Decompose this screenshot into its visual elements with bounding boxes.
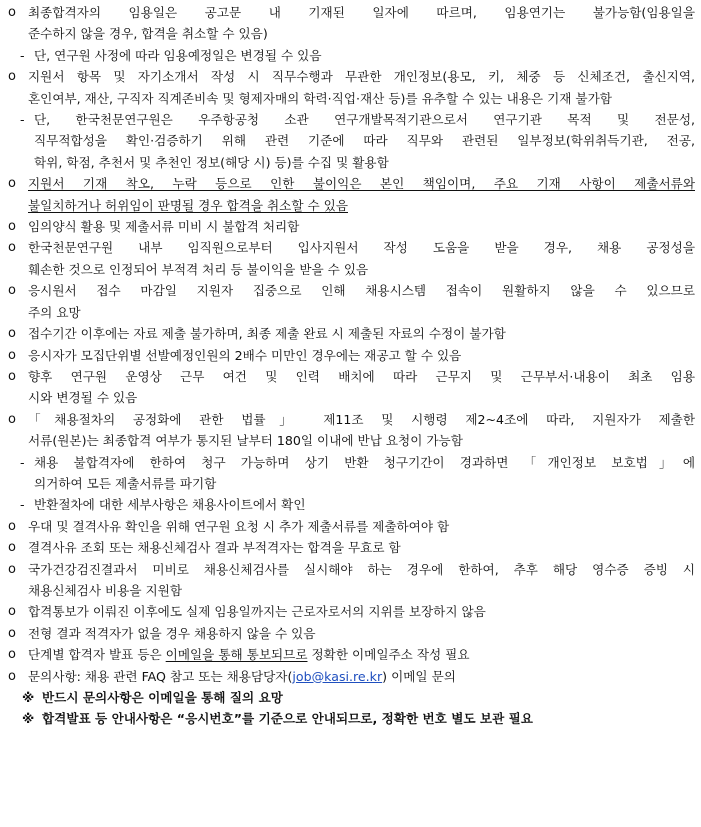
inquiry-text: ) 이메일 문의	[382, 668, 456, 684]
sub-item	[6, 494, 695, 515]
item-line: 단, 한국천문연구원은 우주항공청 소관 연구개발목적기관으로서 연구기관 목적 및 전문성,	[34, 112, 695, 128]
bullet-item	[6, 280, 695, 323]
item-text-underlined: 이메일을 통해 통보되므로	[165, 647, 308, 663]
item-line: 응시원서 접수 마감일 지원자 집중으로 인해 채용시스템 접속이 원활하지 않을 수 있으므로	[28, 283, 695, 299]
item-line: 불일치하거나 허위임이 판명될 경우 합격을 취소할 수 있음	[28, 197, 348, 213]
bullet-item	[6, 216, 695, 237]
bullet-item	[6, 173, 695, 216]
bullet-item	[6, 66, 695, 109]
dash-marker: -	[20, 112, 25, 128]
important-note	[6, 687, 695, 708]
bullet-marker: o	[8, 347, 16, 363]
important-note	[6, 708, 695, 729]
bullet-marker: o	[8, 668, 16, 684]
dash-marker: -	[20, 454, 25, 470]
item-line: 단, 연구원 사정에 따라 임용예정일은 변경될 수 있음	[34, 47, 322, 63]
bullet-item	[6, 323, 695, 344]
item-line: 결격사유 조회 또는 채용신체검사 결과 부적격자는 합격을 무효로 함	[28, 540, 401, 556]
item-line: 주의 요망	[28, 304, 81, 320]
bullet-item	[6, 644, 695, 665]
item-line: 시와 변경될 수 있음	[28, 390, 138, 406]
note-marker: ※	[22, 711, 35, 727]
bullet-item	[6, 559, 695, 602]
bullet-marker: o	[8, 219, 16, 235]
item-line: 채용 불합격자에 한하여 청구 가능하며 상기 반환 청구기간이 경과하면 「개인정보 보호법」에	[34, 454, 695, 470]
item-line: 응시자가 모집단위별 선발예정인원의 2배수 미만인 경우에는 재공고 할 수 있음	[28, 347, 462, 363]
item-line: 지원서 기재 착오, 누락 등으로 인한 불이익은 본인 책임이며, 주요 기재 사항이 제출서류와	[28, 176, 695, 192]
item-line: 혼인여부, 재산, 구직자 직계존비속 및 형제자매의 학력·직업·재산 등)를 유추할 수 있는 내용은 기재 불가함	[28, 90, 612, 106]
bullet-item	[6, 516, 695, 537]
item-line	[28, 666, 695, 687]
bullet-item	[6, 345, 695, 366]
bullet-item	[6, 366, 695, 409]
item-line: 준수하지 않을 경우, 합격을 취소할 수 있음)	[28, 26, 268, 42]
bullet-marker: o	[8, 561, 16, 577]
item-line: 전형 결과 적격자가 없을 경우 채용하지 않을 수 있음	[28, 625, 316, 641]
inquiry-item	[6, 666, 695, 687]
bullet-item	[6, 237, 695, 280]
item-line: 우대 및 결격사유 확인을 위해 연구원 요청 시 추가 제출서류를 제출하여야 함	[28, 518, 450, 534]
bullet-item	[6, 601, 695, 622]
dash-marker: -	[20, 47, 25, 63]
bullet-marker: o	[8, 240, 16, 256]
item-line: 접수기간 이후에는 자료 제출 불가하며, 최종 제출 완료 시 제출된 자료의 수정이 불가함	[28, 326, 506, 342]
item-line: 훼손한 것으로 인정되어 부적격 처리 등 불이익을 받을 수 있음	[28, 261, 369, 277]
note-marker: ※	[22, 690, 35, 705]
item-line: 「채용절차의 공정화에 관한 법률」 제11조 및 시행령 제2~4조에 따라, 지원자가 제출한	[28, 411, 695, 427]
item-line: 의거하여 모든 제출서류를 파기함	[34, 475, 217, 491]
item-line: 최종합격자의 임용일은 공고문 내 기재된 일자에 따르며, 임용연기는 불가능함(임용일을	[28, 5, 695, 20]
bullet-marker: o	[8, 647, 16, 663]
item-line: 한국천문연구원 내부 임직원으로부터 입사지원서 작성 도움을 받을 경우, 채용 공정성을	[28, 240, 695, 256]
item-line: 반환절차에 대한 세부사항은 채용사이트에서 확인	[34, 497, 306, 513]
bullet-marker: o	[8, 625, 16, 641]
bullet-item	[6, 409, 695, 452]
dash-marker: -	[20, 497, 25, 513]
sub-item	[6, 45, 695, 66]
bullet-marker: o	[8, 283, 16, 299]
bullet-item	[6, 537, 695, 558]
bullet-marker: o	[8, 604, 16, 620]
bullet-item	[6, 2, 695, 45]
sub-item	[6, 452, 695, 495]
bullet-item	[6, 623, 695, 644]
item-text: 정확한 이메일주소 작성 필요	[307, 647, 470, 663]
bullet-marker: o	[8, 176, 16, 192]
bullet-marker: o	[8, 368, 16, 384]
note-text: 반드시 문의사항은 이메일을 통해 질의 요망	[42, 690, 283, 705]
item-line: 직무적합성을 확인·검증하기 위해 관련 기준에 따라 직무와 관련된 일부정보(학위취득기관, 전공,	[34, 133, 695, 149]
bullet-marker: o	[8, 5, 16, 20]
item-line: 향후 연구원 운영상 근무 여건 및 인력 배치에 따라 근무지 및 근무부서·내용이 최초 임용	[28, 368, 695, 384]
item-line: 서류(원본)는 최종합격 여부가 통지된 날부터 180일 이내에 반납 요청이 가능함	[28, 433, 463, 449]
item-text: 단계별 합격자 발표 등은	[28, 647, 166, 663]
item-line: 국가건강검진결과서 미비로 채용신체검사를 실시해야 하는 경우에 한하여, 추후 해당 영수증 증빙 시	[28, 561, 695, 577]
inquiry-text: 문의사항: 채용 관련 FAQ 참고 또는 채용담당자(	[28, 668, 293, 684]
item-line: 합격통보가 이뤄진 이후에도 실제 임용일까지는 근로자로서의 지위를 보장하지 않음	[28, 604, 486, 620]
bullet-marker: o	[8, 411, 16, 427]
item-line: 지원서 항목 및 자기소개서 작성 시 직무수행과 무관한 개인정보(용모, 키, 체중 등 신체조건, 출신지역,	[28, 69, 695, 85]
item-line	[28, 644, 695, 665]
bullet-marker: o	[8, 540, 16, 556]
bullet-marker: o	[8, 326, 16, 342]
note-text: 합격발표 등 안내사항은 “응시번호”를 기준으로 안내되므로, 정확한 번호 별도 보관 필요	[42, 711, 533, 727]
bullet-marker: o	[8, 69, 16, 85]
bullet-marker: o	[8, 518, 16, 534]
item-line: 채용신체검사 비용을 지원함	[28, 582, 182, 598]
item-line: 임의양식 활용 및 제출서류 미비 시 불합격 처리함	[28, 219, 300, 235]
sub-item	[6, 109, 695, 173]
email-link[interactable]: job@kasi.re.kr	[292, 668, 383, 684]
item-line: 학위, 학점, 추천서 및 추천인 정보(해당 시) 등)를 수집 및 활용함	[34, 154, 389, 170]
